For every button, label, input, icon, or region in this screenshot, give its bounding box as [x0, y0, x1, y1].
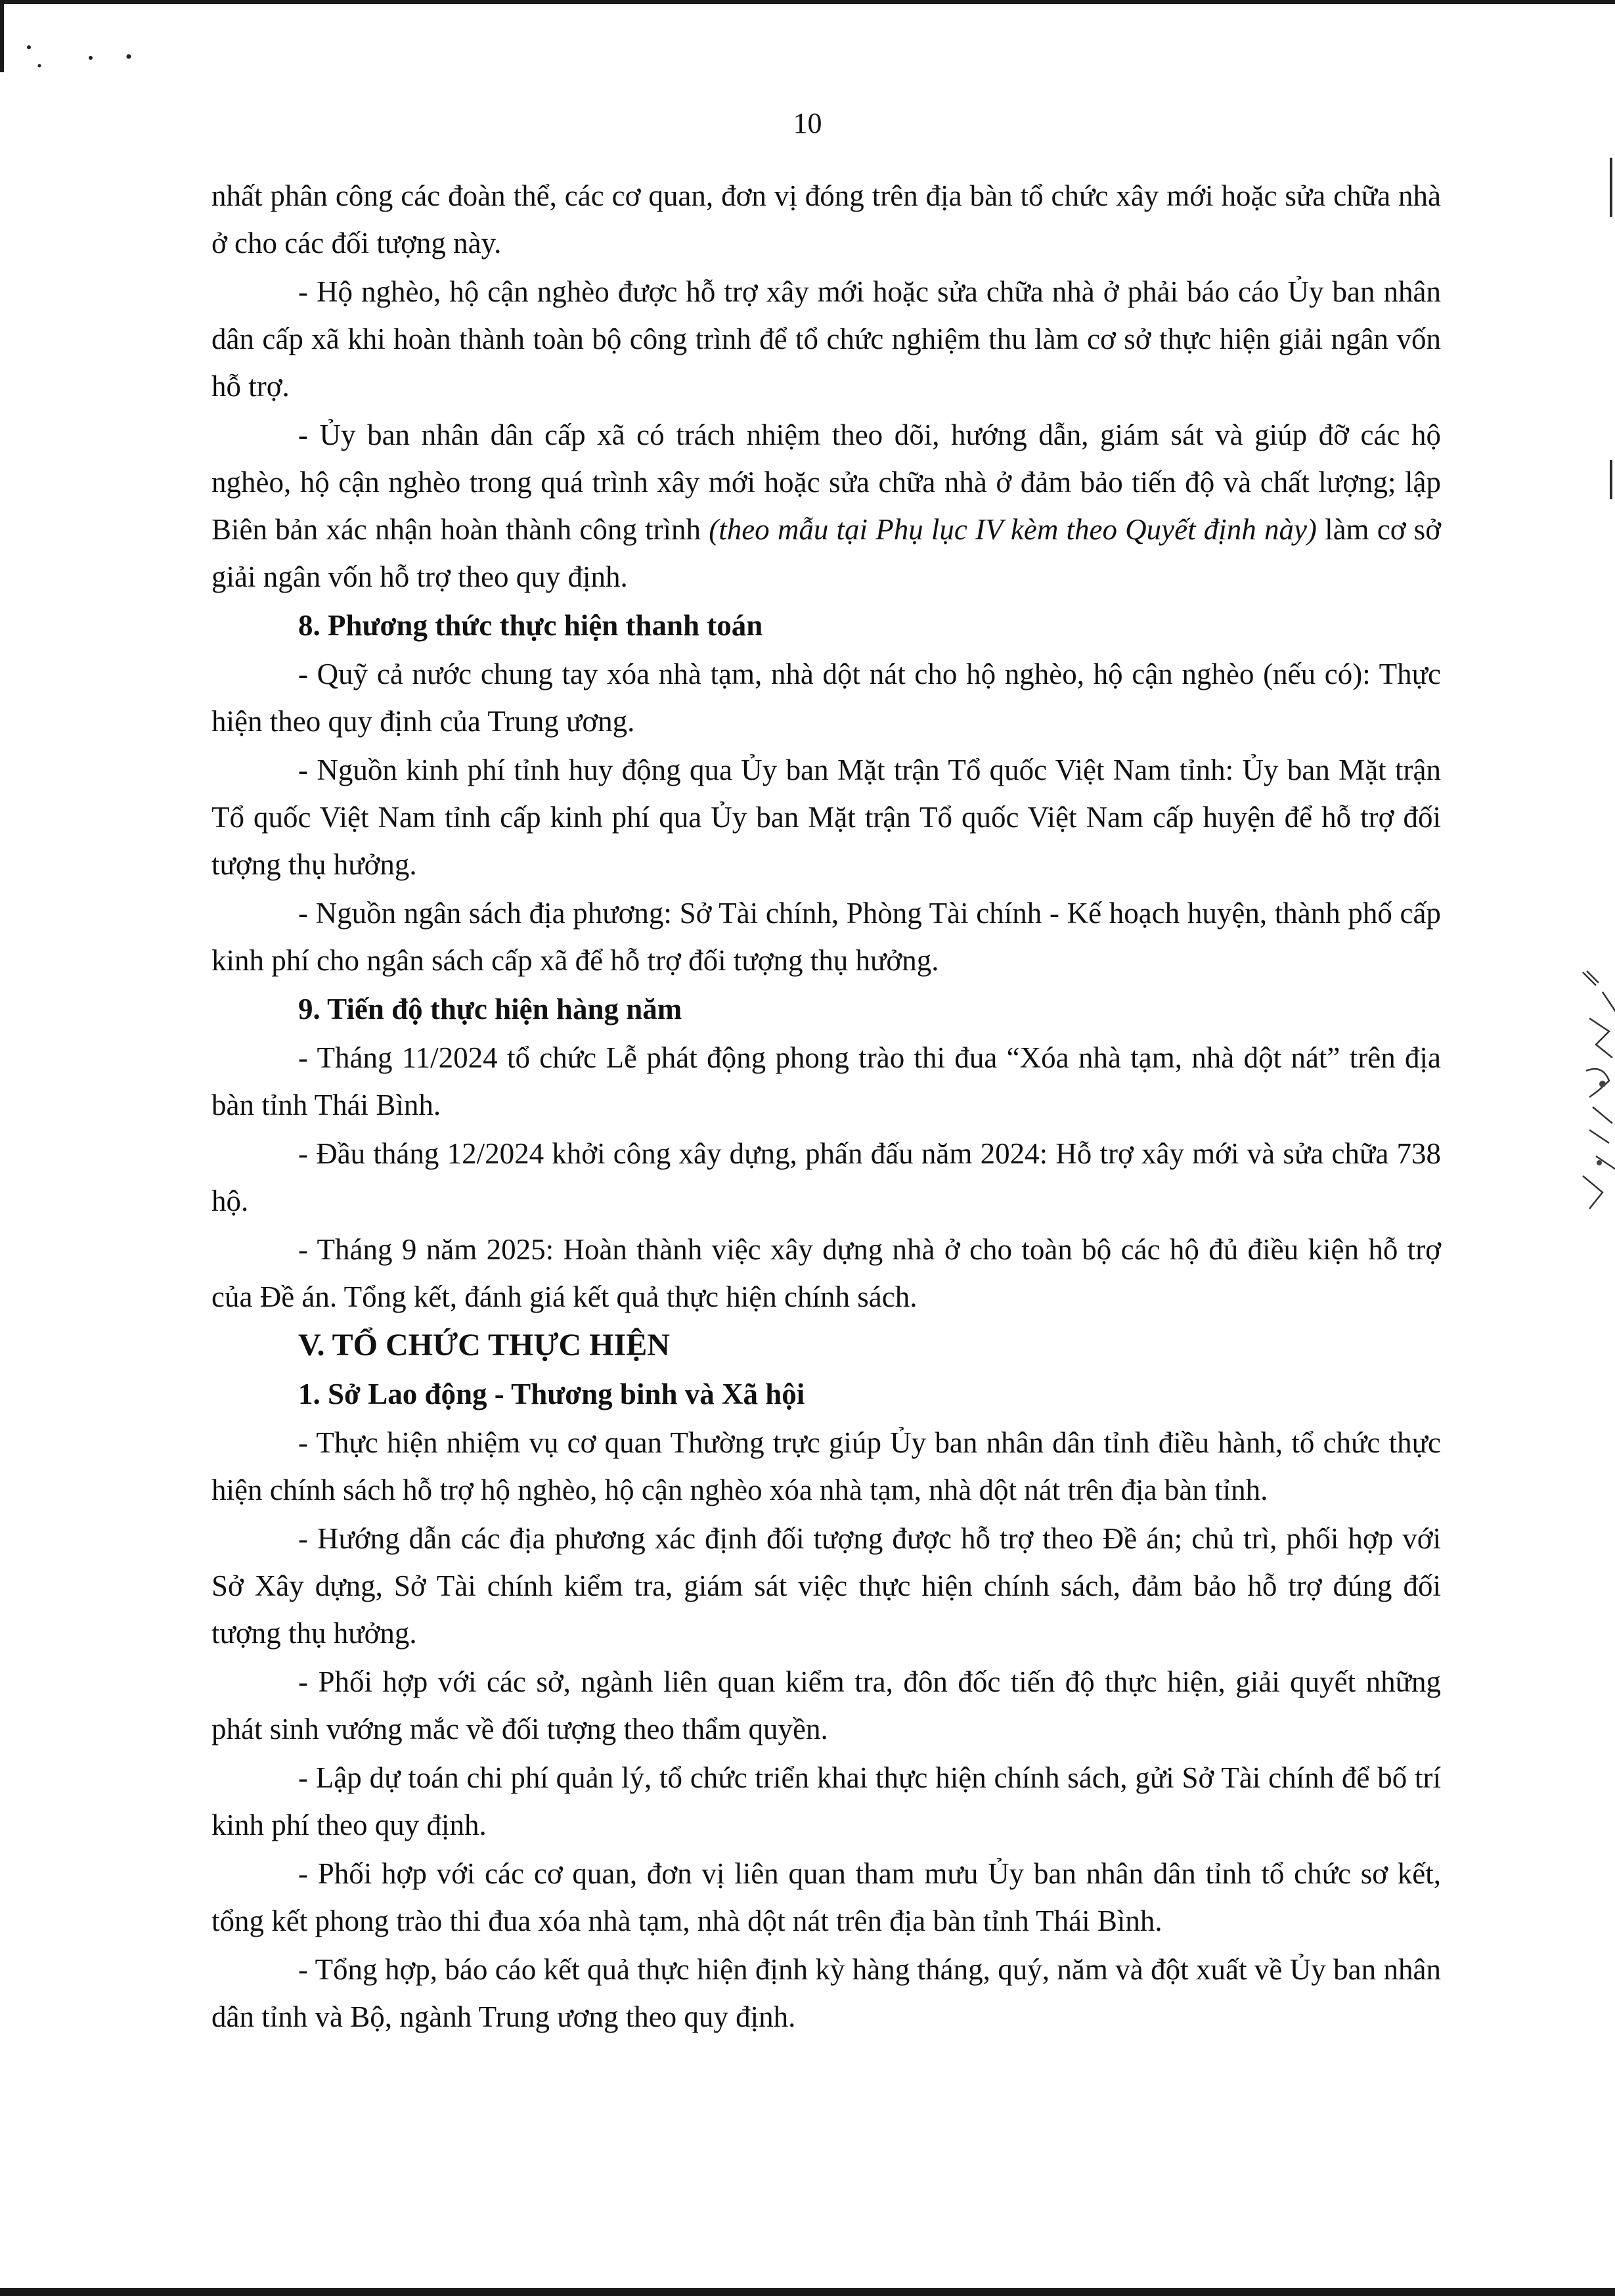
paragraph: - Hướng dẫn các địa phương xác định đối tượng được hỗ trợ theo Đề án; chủ trì, phối hợp với Sở Xây dựng, Sở Tài chính kiểm tra, giám sát việc thực hiện chính sách, đảm bảo hỗ trợ đúng đối tượng thụ hưởng. — [211, 1522, 1441, 1650]
heading-annual-progress: 9. Tiến độ thực hiện hàng năm — [298, 993, 682, 1025]
paragraph: - Hộ nghèo, hộ cận nghèo được hỗ trợ xây mới hoặc sửa chữa nhà ở phải báo cáo Ủy ban nhân dân cấp xã khi hoàn thành toàn bộ công trình để tổ chức nghiệm thu làm cơ sở thực hiện giải ngân vốn hỗ trợ. — [211, 275, 1441, 403]
paragraph: - Thực hiện nhiệm vụ cơ quan Thường trực giúp Ủy ban nhân dân tỉnh điều hành, tổ chức thực hiện chính sách hỗ trợ hộ nghèo, hộ cận nghèo xóa nhà tạm, nhà dột nát trên địa bàn tỉnh. — [211, 1426, 1441, 1506]
margin-tick — [1610, 158, 1612, 217]
signature-stamp-mark — [1576, 966, 1615, 1222]
heading-implementation: V. TỔ CHỨC THỰC HIỆN — [298, 1328, 670, 1362]
scan-corner-marks — [0, 0, 151, 72]
scan-top-edge — [0, 0, 1615, 4]
paragraph: - Phối hợp với các cơ quan, đơn vị liên quan tham mưu Ủy ban nhân dân tỉnh tổ chức sơ kết, tổng kết phong trào thi đua xóa nhà tạm, nhà dột nát trên địa bàn tỉnh Thái Bình. — [211, 1857, 1441, 1937]
paragraph — [211, 411, 1441, 600]
paragraph-text: làm cơ sở giải ngân vốn hỗ trợ theo quy định. — [211, 513, 1441, 593]
paragraph-text: - Ủy ban nhân dân cấp xã có trách nhiệm theo dõi, hướng dẫn, giám sát và giúp đỡ các hộ nghèo, hộ cận nghèo trong quá trình xây mới hoặc sửa chữa nhà ở đảm bảo tiến độ và chất lượng; lập Biên bản xác nhận hoàn thành công trình — [211, 418, 1441, 546]
margin-tick — [1610, 460, 1612, 499]
paragraph: - Nguồn kinh phí tỉnh huy động qua Ủy ban Mặt trận Tổ quốc Việt Nam tỉnh: Ủy ban Mặt trận Tổ quốc Việt Nam tỉnh cấp kinh phí qua Ủy ban Mặt trận Tổ quốc Việt Nam cấp huyện để hỗ trợ đối tượng thụ hưởng. — [211, 754, 1441, 881]
paragraph: - Nguồn ngân sách địa phương: Sở Tài chính, Phòng Tài chính - Kế hoạch huyện, thành phố cấp kinh phí cho ngân sách cấp xã để hỗ trợ đối tượng thụ hưởng. — [211, 897, 1441, 977]
appendix-reference: (theo mẫu tại Phụ lục IV kèm theo Quyết định này) — [709, 513, 1317, 546]
paragraph: - Tháng 11/2024 tổ chức Lễ phát động phong trào thi đua “Xóa nhà tạm, nhà dột nát” trên địa bàn tỉnh Thái Bình. — [211, 1041, 1441, 1121]
paragraph: - Phối hợp với các sở, ngành liên quan kiểm tra, đôn đốc tiến độ thực hiện, giải quyết những phát sinh vướng mắc về đối tượng theo thẩm quyền. — [211, 1665, 1441, 1745]
heading-labour-department: 1. Sở Lao động - Thương binh và Xã hội — [298, 1378, 805, 1410]
paragraph: - Tháng 9 năm 2025: Hoàn thành việc xây dựng nhà ở cho toàn bộ các hộ đủ điều kiện hỗ trợ của Đề án. Tổng kết, đánh giá kết quả thực hiện chính sách. — [211, 1233, 1441, 1313]
paragraph: nhất phân công các đoàn thể, các cơ quan, đơn vị đóng trên địa bàn tổ chức xây mới hoặc sửa chữa nhà ở cho các đối tượng này. — [211, 179, 1441, 259]
paragraph: - Quỹ cả nước chung tay xóa nhà tạm, nhà dột nát cho hộ nghèo, hộ cận nghèo (nếu có): Thực hiện theo quy định của Trung ương. — [211, 658, 1441, 738]
heading-payment-method: 8. Phương thức thực hiện thanh toán — [298, 609, 763, 642]
paragraph: - Lập dự toán chi phí quản lý, tổ chức triển khai thực hiện chính sách, gửi Sở Tài chính để bố trí kinh phí theo quy định. — [211, 1761, 1441, 1841]
scan-bottom-edge — [0, 2288, 1615, 2296]
page-number: 10 — [793, 107, 822, 139]
document-body — [211, 172, 1441, 2042]
paragraph: - Đầu tháng 12/2024 khởi công xây dựng, phấn đấu năm 2024: Hỗ trợ xây mới và sửa chữa 738 hộ. — [211, 1137, 1441, 1217]
paragraph: - Tổng hợp, báo cáo kết quả thực hiện định kỳ hàng tháng, quý, năm và đột xuất về Ủy ban nhân dân tỉnh và Bộ, ngành Trung ương theo quy định. — [211, 1953, 1441, 2033]
